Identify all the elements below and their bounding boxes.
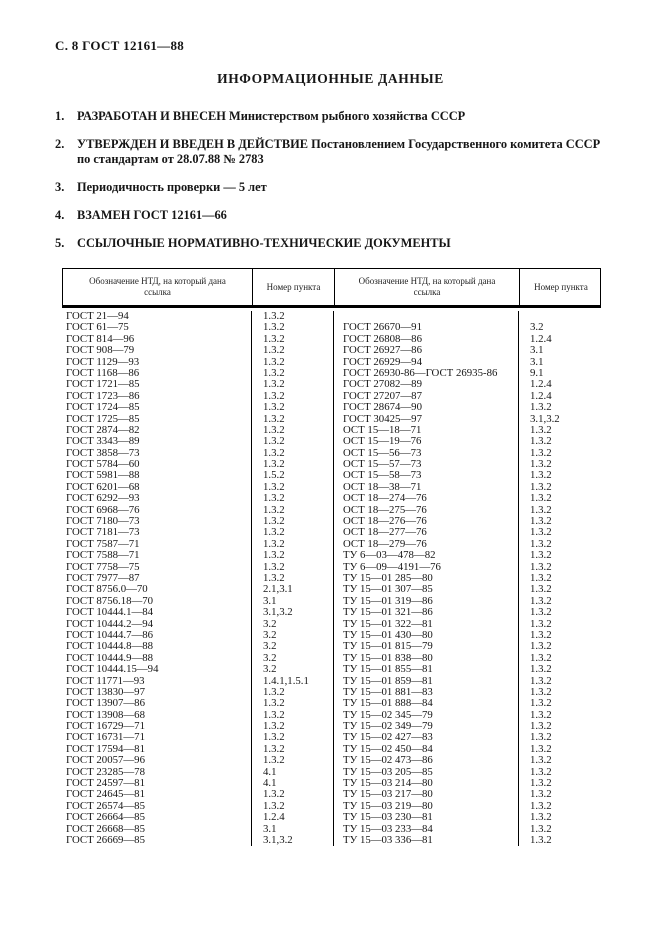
table-cell: ГОСТ 1168—86 — [66, 366, 140, 379]
table-cell: ГОСТ 7587—71 — [66, 537, 140, 550]
table-cell: 3.2 — [263, 651, 277, 664]
column-designation-right — [333, 311, 518, 846]
table-cell: ГОСТ 6201—68 — [66, 480, 140, 493]
table-header-cell-designation-right: Обозначение НТД, на который дана ссылка — [334, 269, 519, 305]
table-cell: ГОСТ 27207—87 — [343, 389, 422, 402]
table-cell: ГОСТ 7758—75 — [66, 560, 140, 573]
table-cell: ТУ 6—03—478—82 — [343, 549, 436, 562]
table-cell: ГОСТ 3343—89 — [66, 435, 140, 448]
table-cell: ТУ 15—01 888—84 — [343, 697, 433, 710]
table-cell: ГОСТ 26574—85 — [66, 799, 145, 812]
table-cell: 1.3.2 — [263, 389, 285, 402]
table-cell: 1.3.2 — [263, 310, 285, 322]
table-cell: ГОСТ 26669—85 — [66, 833, 145, 846]
document-title: ИНФОРМАЦИОННЫЕ ДАННЫЕ — [217, 71, 444, 86]
table-cell: 1.3.2 — [263, 423, 285, 436]
table-cell: ГОСТ 5784—60 — [66, 458, 140, 471]
table-cell: ГОСТ 6292—93 — [66, 492, 140, 505]
table-cell: 1.3.2 — [263, 731, 285, 744]
table-cell: ОСТ 15—19—76 — [343, 435, 422, 448]
table-cell: 1.3.2 — [263, 355, 285, 368]
table-cell: ГОСТ 814—96 — [66, 332, 135, 345]
table-cell: 1.3.2 — [530, 446, 552, 459]
table-cell: 1.3.2 — [530, 594, 552, 607]
table-cell: 3.2 — [263, 617, 277, 630]
table-cell: ТУ 15—03 219—80 — [343, 799, 433, 812]
table-cell: 1.3.2 — [530, 537, 552, 550]
table-cell: ТУ 15—01 307—85 — [343, 583, 433, 596]
table-cell: 1.3.2 — [530, 480, 552, 493]
table-cell: 1.2.4 — [530, 389, 552, 402]
table-cell: 1.3.2 — [530, 469, 552, 482]
table-cell: ТУ 15—01 319—86 — [343, 594, 433, 607]
table-header-cell-clause-right: Номер пункта — [519, 269, 602, 305]
table-cell: ГОСТ 16731—71 — [66, 731, 145, 744]
table-cell: ГОСТ 26930-86—ГОСТ 26935-86 — [343, 366, 498, 379]
item-replaces — [55, 208, 606, 223]
table-cell: ГОСТ 26808—86 — [343, 332, 422, 345]
table-cell: ТУ 15—03 336—81 — [343, 833, 433, 846]
table-cell: ГОСТ 2874—82 — [66, 423, 140, 436]
numbered-items — [55, 109, 606, 251]
table-cell: 1.3.2 — [530, 549, 552, 562]
table-header-cell-designation-left: Обозначение НТД, на который дана ссылка — [89, 276, 226, 297]
table-cell: 3.2 — [263, 628, 277, 641]
item-text: ВЗАМЕН ГОСТ 12161—66 — [77, 208, 227, 222]
table-cell: ГОСТ 8756.0—70 — [66, 583, 148, 596]
table-cell: 1.3.2 — [263, 526, 285, 539]
table-cell: 1.3.2 — [530, 799, 552, 812]
table-cell: ГОСТ 26929—94 — [343, 355, 422, 368]
table-cell: ТУ 15—01 430—80 — [343, 628, 433, 641]
table-cell: ГОСТ 26664—85 — [66, 811, 145, 824]
table-cell: ГОСТ 7588—71 — [66, 549, 140, 562]
table-cell: 3.1,3.2 — [530, 412, 560, 425]
table-cell: 1.3.2 — [530, 571, 552, 584]
table-cell: ТУ 15—03 230—81 — [343, 811, 433, 824]
column-clause-left — [251, 311, 333, 846]
table-cell: 3.2 — [263, 640, 277, 653]
table-cell: 1.3.2 — [263, 799, 285, 812]
table-cell: ГОСТ 1725—85 — [66, 412, 140, 425]
table-cell: ОСТ 18—274—76 — [343, 492, 427, 505]
table-cell: ТУ 15—02 450—84 — [343, 742, 433, 755]
table-header-cell-clause-left: Номер пункта — [252, 269, 334, 305]
item-number: 5. — [55, 236, 65, 250]
item-approved — [55, 137, 606, 167]
table-cell: 1.3.2 — [530, 401, 552, 414]
table-cell: ОСТ 15—57—73 — [343, 458, 422, 471]
table-cell: 3.1 — [530, 355, 544, 368]
table-cell: 1.3.2 — [263, 378, 285, 391]
table-cell: ТУ 6—09—4191—76 — [343, 560, 441, 573]
table-cell: 1.3.2 — [530, 765, 552, 778]
table-cell: 1.3.2 — [263, 435, 285, 448]
table-cell: 1.3.2 — [263, 537, 285, 550]
table-cell: ГОСТ 1721—85 — [66, 378, 140, 391]
table-cell: 1.3.2 — [263, 321, 285, 334]
table-cell: ГОСТ 61—75 — [66, 321, 129, 334]
table-cell: ОСТ 15—58—73 — [343, 469, 422, 482]
item-text: ССЫЛОЧНЫЕ НОРМАТИВНО-ТЕХНИЧЕСКИЕ ДОКУМЕНТЫ — [77, 236, 451, 250]
table-cell: ГОСТ 7181—73 — [66, 526, 140, 539]
table-cell: ОСТ 18—38—71 — [343, 480, 422, 493]
table-cell: ГОСТ 26668—85 — [66, 822, 145, 835]
table-cell: 1.2.4 — [530, 332, 552, 345]
table-cell: 2.1,3.1 — [263, 583, 293, 596]
table-cell: 1.3.2 — [530, 515, 552, 528]
table-cell: ГОСТ 10444.9—88 — [66, 651, 154, 664]
table-cell: 4.1 — [263, 777, 277, 790]
item-number: 1. — [55, 109, 65, 123]
table-cell: 1.3.2 — [530, 708, 552, 721]
reference-table — [62, 268, 601, 846]
table-cell: 1.3.2 — [530, 685, 552, 698]
table-cell: ТУ 15—03 205—85 — [343, 765, 433, 778]
table-cell: ОСТ 15—56—73 — [343, 446, 422, 459]
table-cell: 1.3.2 — [530, 640, 552, 653]
table-cell: ГОСТ 26670—91 — [343, 321, 422, 334]
table-cell: 1.3.2 — [530, 697, 552, 710]
table-cell: ТУ 15—01 322—81 — [343, 617, 433, 630]
table-cell: ГОСТ 7180—73 — [66, 515, 140, 528]
table-cell: ТУ 15—02 473—86 — [343, 754, 433, 767]
table-cell: ОСТ 18—275—76 — [343, 503, 427, 516]
table-cell: 1.3.2 — [263, 503, 285, 516]
table-header-row — [62, 268, 601, 308]
table-cell: 1.3.2 — [263, 332, 285, 345]
table-cell: ТУ 15—02 345—79 — [343, 708, 433, 721]
table-cell: ГОСТ 1724—85 — [66, 401, 140, 414]
table-cell: 1.3.2 — [263, 366, 285, 379]
item-number: 4. — [55, 208, 65, 222]
table-cell: ГОСТ 16729—71 — [66, 720, 145, 733]
table-cell: 1.2.4 — [263, 811, 285, 824]
table-cell: 3.1 — [263, 822, 277, 835]
table-cell: 4.1 — [263, 765, 277, 778]
table-cell: 1.3.2 — [530, 742, 552, 755]
table-cell: ТУ 15—01 285—80 — [343, 571, 433, 584]
table-cell: ГОСТ 10444.1—84 — [66, 606, 154, 619]
table-cell: ГОСТ 28674—90 — [343, 401, 422, 414]
table-cell: 1.3.2 — [530, 503, 552, 516]
table-cell: ГОСТ 3858—73 — [66, 446, 140, 459]
table-cell: 1.3.2 — [263, 515, 285, 528]
table-cell: 1.3.2 — [263, 412, 285, 425]
table-cell: 1.3.2 — [530, 526, 552, 539]
table-cell: 1.3.2 — [530, 822, 552, 835]
table-cell: ГОСТ 5981—88 — [66, 469, 140, 482]
item-text: РАЗРАБОТАН И ВНЕСЕН Министерством рыбного хозяйства СССР — [77, 109, 466, 123]
table-cell: ГОСТ 17594—81 — [66, 742, 145, 755]
table-cell: 3.2 — [530, 321, 544, 334]
table-cell: 1.3.2 — [530, 754, 552, 767]
item-number: 3. — [55, 180, 65, 194]
table-cell: 1.3.2 — [530, 663, 552, 676]
table-cell: 1.3.2 — [263, 788, 285, 801]
table-cell: 1.3.2 — [530, 788, 552, 801]
table-cell: 1.3.2 — [263, 446, 285, 459]
table-cell: 1.3.2 — [530, 617, 552, 630]
table-cell: ТУ 15—01 321—86 — [343, 606, 433, 619]
table-cell: ТУ 15—02 427—83 — [343, 731, 433, 744]
table-cell: ГОСТ 10444.7—86 — [66, 628, 154, 641]
table-cell: 1.3.2 — [263, 742, 285, 755]
table-cell: ГОСТ 27082—89 — [343, 378, 422, 391]
table-cell: 1.4.1,1.5.1 — [263, 674, 309, 687]
table-cell: 1.3.2 — [263, 492, 285, 505]
table-cell: 1.3.2 — [530, 606, 552, 619]
column-designation-left — [62, 311, 251, 846]
table-cell: 1.3.2 — [263, 480, 285, 493]
table-cell: 1.5.2 — [263, 469, 285, 482]
table-cell: 1.3.2 — [263, 458, 285, 471]
table-cell: ГОСТ 1723—86 — [66, 389, 140, 402]
table-body — [62, 308, 601, 846]
table-cell: 1.3.2 — [530, 811, 552, 824]
table-cell: ГОСТ 7977—87 — [66, 571, 140, 584]
table-cell: ГОСТ 11771—93 — [66, 674, 145, 687]
table-cell: ГОСТ 6968—76 — [66, 503, 140, 516]
table-cell: ТУ 15—02 349—79 — [343, 720, 433, 733]
table-cell: 1.2.4 — [530, 378, 552, 391]
table-cell: ОСТ 18—277—76 — [343, 526, 427, 539]
table-cell: 1.3.2 — [530, 458, 552, 471]
item-reference-documents — [55, 236, 606, 251]
table-cell: 3.1 — [530, 344, 544, 357]
table-cell: ГОСТ 1129—93 — [66, 355, 140, 368]
table-cell: 1.3.2 — [530, 560, 552, 573]
page-header: С. 8 ГОСТ 12161—88 — [55, 38, 185, 53]
table-cell: 9.1 — [530, 366, 544, 379]
table-cell: ГОСТ 30425—97 — [343, 412, 422, 425]
table-cell: 3.1,3.2 — [263, 833, 293, 846]
table-cell: 1.3.2 — [263, 685, 285, 698]
table-cell: 1.3.2 — [263, 571, 285, 584]
table-cell: 1.3.2 — [530, 720, 552, 733]
table-cell: 1.3.2 — [263, 754, 285, 767]
table-cell: ТУ 15—03 214—80 — [343, 777, 433, 790]
table-cell: 3.1,3.2 — [263, 606, 293, 619]
table-cell: ТУ 15—01 838—80 — [343, 651, 433, 664]
table-cell: ГОСТ 8756.18—70 — [66, 594, 154, 607]
table-cell: ОСТ 18—279—76 — [343, 537, 427, 550]
table-cell: ГОСТ 10444.8—88 — [66, 640, 154, 653]
table-cell: 1.3.2 — [530, 731, 552, 744]
table-cell: 3.2 — [263, 663, 277, 676]
table-cell: ТУ 15—01 855—81 — [343, 663, 433, 676]
table-cell: ГОСТ 23285—78 — [66, 765, 145, 778]
table-cell: ТУ 15—01 815—79 — [343, 640, 433, 653]
item-check-periodicity — [55, 180, 606, 195]
table-cell: ОСТ 15—18—71 — [343, 423, 422, 436]
table-cell: ГОСТ 13908—68 — [66, 708, 145, 721]
table-cell: ТУ 15—01 859—81 — [343, 674, 433, 687]
table-cell: ГОСТ 10444.2—94 — [66, 617, 154, 630]
table-cell: 3.1 — [263, 594, 277, 607]
table-cell: 1.3.2 — [263, 560, 285, 573]
table-cell: 1.3.2 — [530, 833, 552, 846]
table-cell: ГОСТ 10444.15—94 — [66, 663, 159, 676]
table-cell: ГОСТ 26927—86 — [343, 344, 422, 357]
table-cell: 1.3.2 — [530, 674, 552, 687]
table-cell: 1.3.2 — [263, 708, 285, 721]
table-cell: ГОСТ 21—94 — [66, 310, 129, 322]
table-cell: ГОСТ 908—79 — [66, 344, 135, 357]
table-cell: ТУ 15—03 233—84 — [343, 822, 433, 835]
table-cell: 1.3.2 — [530, 423, 552, 436]
table-cell: ТУ 15—01 881—83 — [343, 685, 433, 698]
table-cell: ГОСТ 24597—81 — [66, 777, 145, 790]
item-developed — [55, 109, 606, 124]
item-text: УТВЕРЖДЕН И ВВЕДЕН В ДЕЙСТВИЕ Постановлением Государственного комитета СССР по стандартам от 28.07.88 № 2783 — [77, 137, 601, 166]
table-cell: 1.3.2 — [263, 401, 285, 414]
item-text: Периодичность проверки — 5 лет — [77, 180, 267, 194]
table-cell: 1.3.2 — [530, 435, 552, 448]
table-cell: ТУ 15—03 217—80 — [343, 788, 433, 801]
item-number: 2. — [55, 137, 65, 151]
table-cell: 1.3.2 — [530, 583, 552, 596]
table-cell: ГОСТ 24645—81 — [66, 788, 145, 801]
table-cell: ОСТ 18—276—76 — [343, 515, 427, 528]
table-cell: 1.3.2 — [530, 628, 552, 641]
table-cell: 1.3.2 — [530, 777, 552, 790]
table-cell: 1.3.2 — [530, 651, 552, 664]
table-cell: ГОСТ 13907—86 — [66, 697, 145, 710]
table-cell: 1.3.2 — [263, 344, 285, 357]
table-cell: 1.3.2 — [263, 697, 285, 710]
table-cell: 1.3.2 — [263, 720, 285, 733]
table-cell: ГОСТ 20057—96 — [66, 754, 145, 767]
table-cell: 1.3.2 — [263, 549, 285, 562]
table-cell: 1.3.2 — [530, 492, 552, 505]
column-clause-right — [518, 311, 601, 846]
table-cell: ГОСТ 13830—97 — [66, 685, 145, 698]
